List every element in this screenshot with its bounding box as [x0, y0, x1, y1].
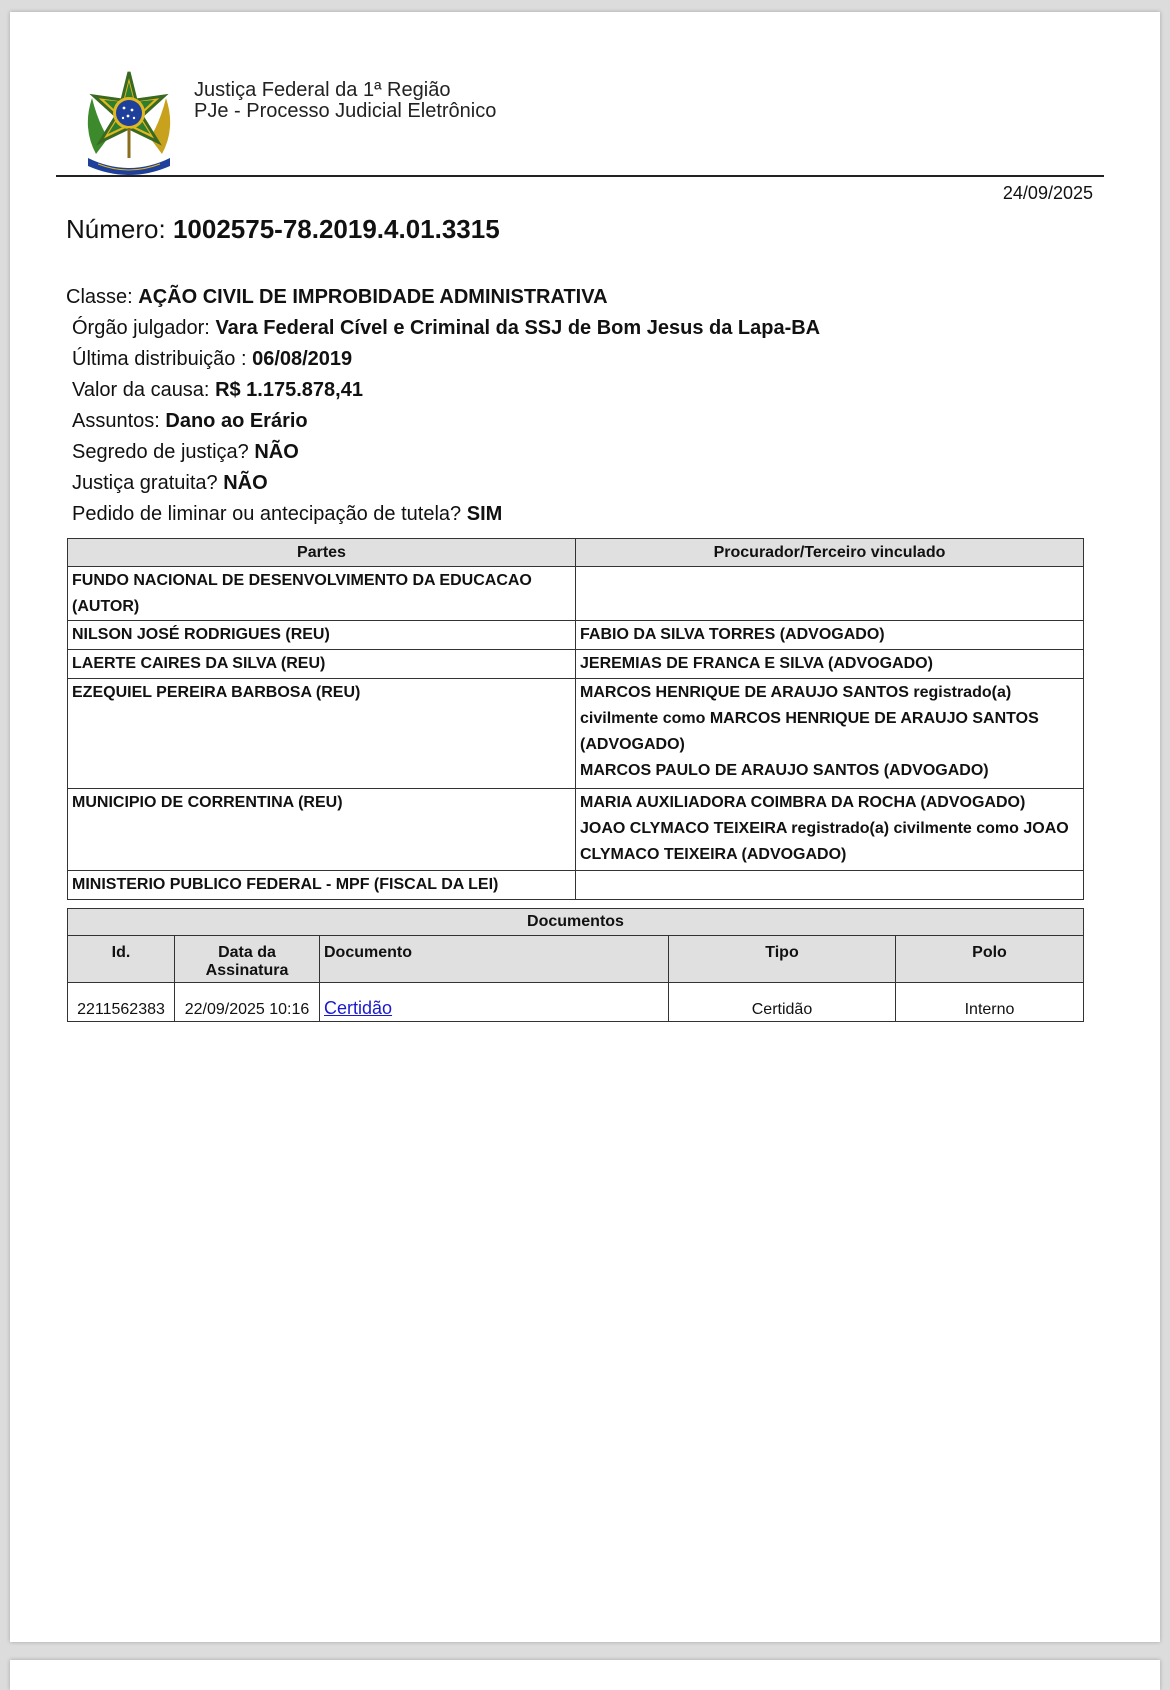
column-header-procurador: Procurador/Terceiro vinculado	[576, 539, 1084, 567]
parte-cell: FUNDO NACIONAL DE DESENVOLVIMENTO DA EDUCACAO (AUTOR)	[68, 567, 576, 621]
column-header-id: Id.	[68, 936, 175, 983]
partes-table	[67, 538, 1084, 900]
info-label: Órgão julgador:	[72, 317, 210, 339]
process-number	[66, 214, 500, 245]
header-system: PJe - Processo Judicial Eletrônico	[194, 100, 497, 122]
procurador-cell	[576, 679, 1084, 789]
documentos-header-row	[68, 936, 1084, 983]
doc-polo-cell: Interno	[896, 983, 1084, 1022]
table-row	[68, 621, 1084, 650]
info-value: R$ 1.175.878,41	[215, 379, 363, 401]
documentos-table	[67, 908, 1084, 1022]
table-row	[68, 871, 1084, 900]
procurador-entry: MARIA AUXILIADORA COIMBRA DA ROCHA (ADVOGADO)	[580, 794, 1026, 811]
brazil-coat-of-arms-icon	[78, 68, 180, 180]
next-page-edge	[10, 1660, 1160, 1690]
procurador-cell	[576, 789, 1084, 871]
info-value: Vara Federal Cível e Criminal da SSJ de Bom Jesus da Lapa-BA	[215, 317, 821, 339]
column-header-documento: Documento	[320, 936, 669, 983]
procurador-entry: MARCOS PAULO DE ARAUJO SANTOS (ADVOGADO)	[580, 762, 989, 779]
doc-date-cell: 22/09/2025 10:16	[175, 983, 320, 1022]
info-label: Justiça gratuita?	[72, 472, 218, 494]
info-label: Pedido de liminar ou antecipação de tutela?	[72, 503, 462, 525]
info-value: SIM	[466, 503, 503, 525]
column-header-data: Data da Assinatura	[175, 936, 320, 983]
table-row	[68, 679, 1084, 789]
parte-cell: EZEQUIEL PEREIRA BARBOSA (REU)	[68, 679, 576, 789]
info-label: Valor da causa:	[72, 379, 210, 401]
doc-type-cell: Certidão	[669, 983, 896, 1022]
table-row	[68, 650, 1084, 679]
parte-cell: MINISTERIO PUBLICO FEDERAL - MPF (FISCAL DA LEI)	[68, 871, 576, 900]
header-divider	[56, 175, 1104, 177]
column-header-polo: Polo	[896, 936, 1084, 983]
procurador-cell	[576, 567, 1084, 621]
document-link[interactable]: Certidão	[324, 998, 393, 1018]
procurador-entry: JOAO CLYMACO TEIXEIRA registrado(a) civilmente como JOAO CLYMACO TEIXEIRA (ADVOGADO)	[580, 820, 1069, 863]
column-header-tipo: Tipo	[669, 936, 896, 983]
document-date: 24/09/2025	[1002, 183, 1093, 203]
documentos-title: Documentos	[68, 909, 1084, 936]
doc-id-cell: 2211562383	[68, 983, 175, 1022]
table-row	[68, 567, 1084, 621]
info-gratuita	[66, 468, 820, 499]
info-value: Dano ao Erário	[165, 410, 308, 432]
process-number-label: Número:	[66, 214, 166, 244]
procurador-entry: MARCOS HENRIQUE DE ARAUJO SANTOS registrado(a) civilmente como MARCOS HENRIQUE DE ARAUJO SANTOS (ADVOGADO)	[580, 684, 1039, 753]
partes-header-row	[68, 539, 1084, 567]
process-info	[66, 282, 820, 530]
info-assuntos	[66, 406, 820, 437]
header-court: Justiça Federal da 1ª Região	[194, 79, 451, 101]
info-classe	[66, 282, 820, 313]
parte-cell: NILSON JOSÉ RODRIGUES (REU)	[68, 621, 576, 650]
table-row	[68, 789, 1084, 871]
column-header-partes: Partes	[68, 539, 576, 567]
info-label: Última distribuição :	[72, 348, 247, 370]
info-value: 06/08/2019	[252, 348, 353, 370]
procurador-cell: JEREMIAS DE FRANCA E SILVA (ADVOGADO)	[576, 650, 1084, 679]
table-row	[68, 983, 1084, 1022]
info-liminar	[66, 499, 820, 530]
info-label: Assuntos:	[72, 410, 160, 432]
parte-cell: MUNICIPIO DE CORRENTINA (REU)	[68, 789, 576, 871]
procurador-cell: FABIO DA SILVA TORRES (ADVOGADO)	[576, 621, 1084, 650]
procurador-cell	[576, 871, 1084, 900]
info-valor	[66, 375, 820, 406]
doc-name-cell	[320, 983, 669, 1022]
info-value: NÃO	[254, 441, 299, 463]
documentos-title-row	[68, 909, 1084, 936]
info-label: Classe:	[66, 286, 133, 308]
info-segredo	[66, 437, 820, 468]
process-number-value: 1002575-78.2019.4.01.3315	[172, 214, 500, 244]
page-header	[194, 80, 496, 122]
parte-cell: LAERTE CAIRES DA SILVA (REU)	[68, 650, 576, 679]
info-value: AÇÃO CIVIL DE IMPROBIDADE ADMINISTRATIVA	[138, 286, 608, 308]
info-label: Segredo de justiça?	[72, 441, 249, 463]
info-value: NÃO	[223, 472, 268, 494]
info-distribuicao	[66, 344, 820, 375]
info-orgao	[66, 313, 820, 344]
